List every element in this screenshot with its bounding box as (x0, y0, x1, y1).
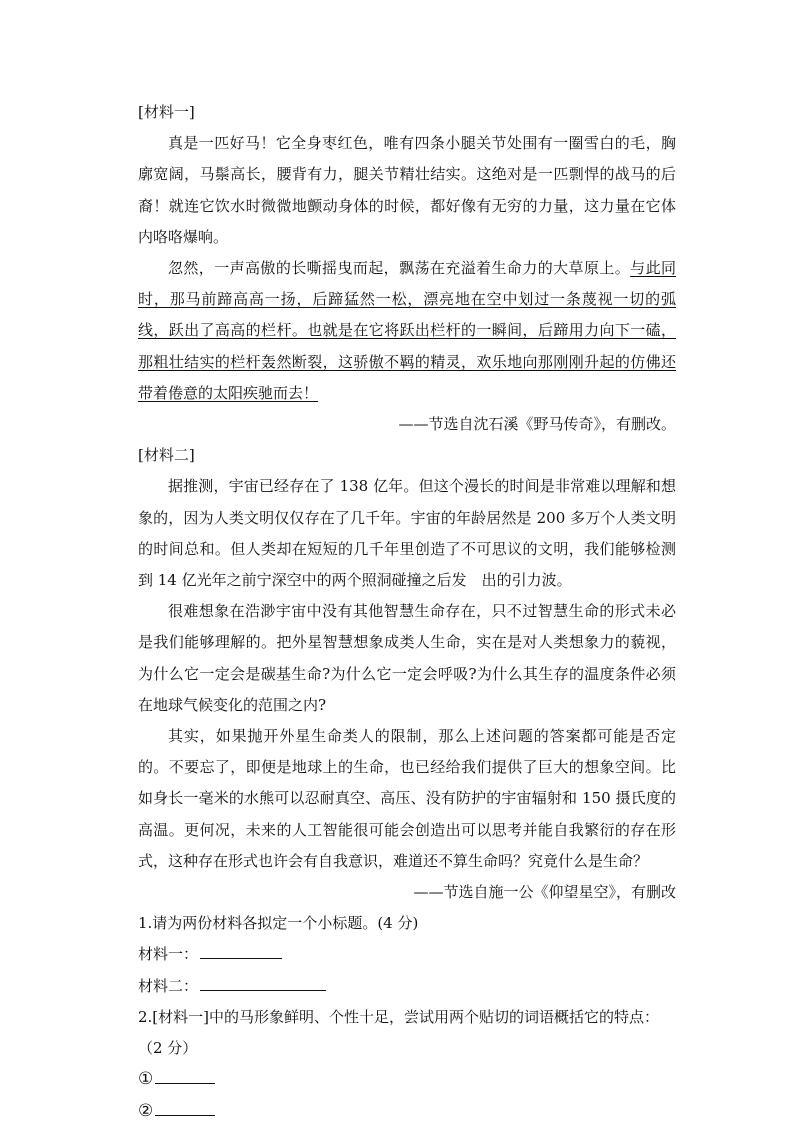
question-1-answer-1 (138, 939, 676, 970)
question-2-answer-2 (138, 1096, 676, 1127)
question-1: 1.请为两份材料各拟定一个小标题。(4 分) (138, 914, 419, 933)
material2-paragraph-2: 很难想象在浩渺宇宙中没有其他智慧生命存在，只不过智慧生命的形式未必是我们能够理解的。把外星智慧想象成类人生命，实在是对人类想象力的藐视，为什么它一定会是碳基生命?为什么它一定会呼吸?为什么其生存的温度条件必须在地球气候变化的范围之内? (138, 602, 676, 714)
material1-paragraph-2-underlined: 与此同时，那马前蹄高高一扬，后蹄猛然一松，漂亮地在空中划过一条蔑视一切的弧线，跃出了高高的栏杆。也就是在它将跃出栏杆的一瞬间，后蹄用力向下一磕，那粗壮结实的栏杆轰然断裂，这骄傲不羁的精灵，欢乐地向那刚刚升起的仿佛还带着倦意的太阳疾驰而去！ (138, 259, 676, 402)
material2-source: ——节选自施一公《仰望星空》，有删改 (413, 883, 676, 902)
answer-blank-trait-2[interactable] (155, 1097, 215, 1116)
material1-paragraph-1: 真是一匹好马！它全身枣红色，唯有四条小腿关节处围有一圈雪白的毛，胸廓宽阔，马鬃高长，腰背有力，腿关节精壮结实。这绝对是一匹剽悍的战马的后裔！就连它饮水时微微地颤动身体的时候，都好像有无穷的力量，这力量在它体内咯咯爆响。 (138, 134, 676, 246)
material2-paragraph-1: 据推测，宇宙已经存在了 138 亿年。但这个漫长的时间是非常难以理解和想象的，因为人类文明仅仅存在了几千年。宇宙的年龄居然是 200 多万个人类文明的时间总和。但人类却在短短的几千年里创造了不可思议的文明，我们能够检测到 14 亿光年之前宁深空中的两个照洞碰撞之后发 出的引力波。 (138, 477, 676, 590)
material1-paragraph-2 (138, 253, 676, 409)
question-1-label-2: 材料二： (138, 976, 199, 995)
material2-heading: [材料二] (138, 446, 195, 465)
material1-heading: [材料一] (138, 103, 195, 121)
answer-blank-material2[interactable] (200, 972, 326, 991)
material2-paragraph-3: 其实，如果抛开外星生命类人的限制，那么上述问题的答案都可能是否定的。不要忘了，即便是地球上的生命，也已经给我们提供了巨大的想象空间。比如身长一毫米的水熊可以忍耐真空、高压、没有防护的宇宙辐射和 150 摄氏度的高温。更何况，未来的人工智能很可能会创造出可以思考并能自我繁衍的存在形式，这种存在形式也许会有自我意识，难道还不算生命吗？究竟什么是生命？ (138, 727, 676, 870)
circled-number-1: ① (138, 1069, 154, 1090)
answer-blank-trait-1[interactable] (155, 1065, 215, 1084)
material1-source: ——节选自沈石溪《野马传奇》，有删改。 (398, 415, 676, 434)
question-1-answer-2 (138, 971, 676, 1002)
question-1-label-1: 材料一： (138, 945, 199, 964)
question-2-answer-1 (138, 1064, 676, 1095)
material1-paragraph-2-plain: 忽然，一声高傲的长嘶摇曳而起，飘荡在充溢着生命力的大草原上。 (168, 259, 631, 278)
circled-number-2: ② (138, 1100, 154, 1121)
answer-blank-material1[interactable] (200, 940, 282, 959)
question-2: 2.[材料一]中的马形象鲜明、个性十足，尝试用两个贴切的词语概括它的特点：（2 分） (138, 1007, 660, 1058)
document-content (138, 97, 676, 1127)
